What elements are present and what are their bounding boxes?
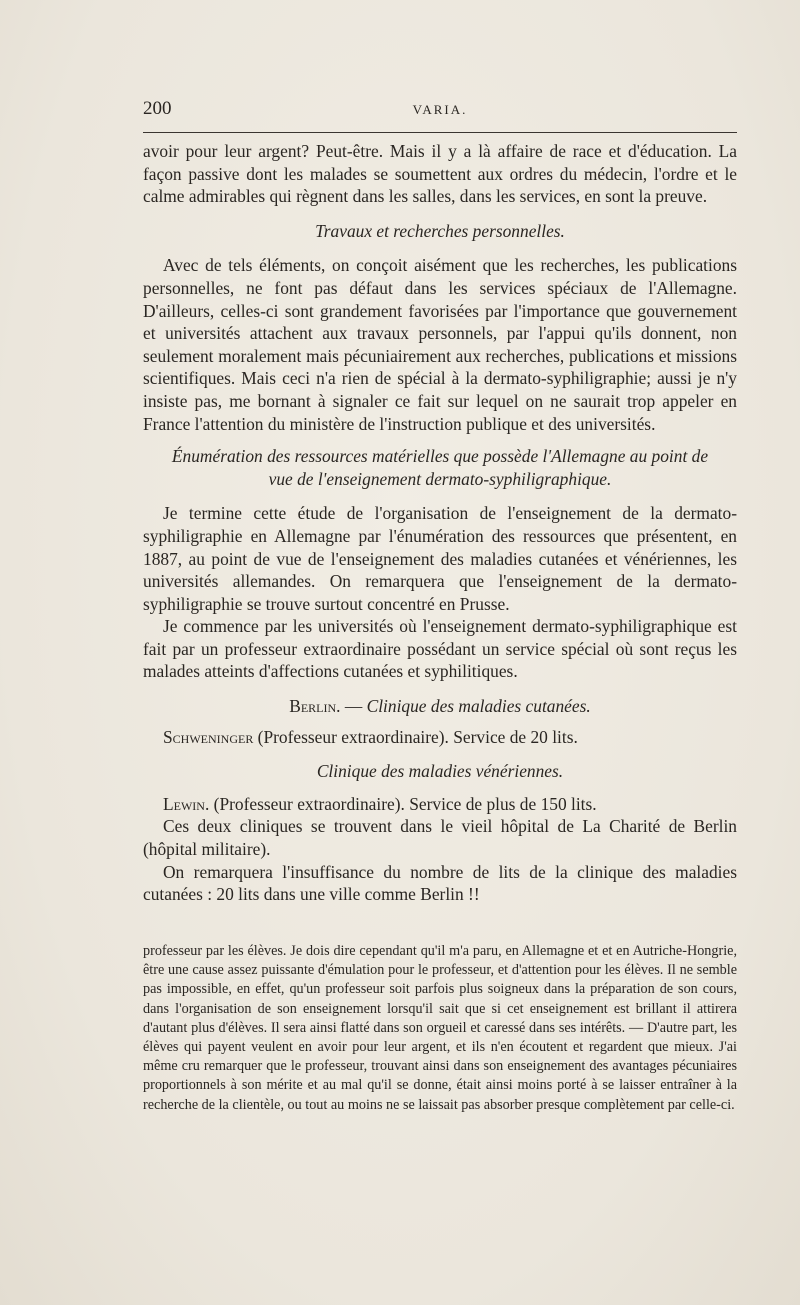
header-rule: [143, 132, 737, 133]
running-title: VARIA.: [412, 102, 468, 117]
section-heading-enumeration: [143, 445, 737, 490]
city-name: Berlin.: [289, 696, 341, 717]
page-header: [143, 98, 737, 124]
paragraph-cliniques: Ces deux cliniques se trouvent dans le vieil hôpital de La Charité de Berlin (hôpital militaire).: [143, 816, 737, 860]
professor-line-schweninger: [143, 726, 737, 749]
section-heading-line-1: Énumération des ressources matérielles que possède l'Allemagne au point de: [171, 446, 709, 467]
berlin-heading: [143, 695, 737, 718]
professor-name: Schweninger: [163, 726, 254, 747]
heading-dash: —: [340, 696, 367, 717]
clinic-cutanees: Clinique des maladies cutanées.: [366, 696, 591, 717]
professor-details: . (Professeur extraordinaire). Service de plus de 150 lits.: [204, 793, 597, 814]
professor-name: Lewin: [163, 793, 205, 814]
section-heading-line-2: vue de l'enseignement dermato-syphiligraphique.: [268, 468, 612, 489]
paragraph-insuffisance: On remarquera l'insuffisance du nombre de lits de la clinique des maladies cutanées : 20 lits dans une ville comme Berlin !!: [143, 861, 737, 905]
paragraph-travaux: Avec de tels éléments, on conçoit aisément que les recherches, les publications personnelles, ne font pas défaut dans les services spéciaux de l'Allemagne. D'ailleurs, celles-ci sont grandement favorisées par l'importance que gouvernement et universités attachent aux travaux personnels, par l'appui qu'ils donnent, non seulement moralement mais pécuniairement aux recherches, publications et missions scientifiques. Mais ceci n'a rien de spécial à la dermato-syphiligraphie; aussi je n'y insiste pas, me bornant à signaler ce fait sur lequel on ne saurait trop appeler en France l'attention du ministère de l'instruction publique et des universités.: [143, 255, 737, 434]
section-heading-travaux: Travaux et recherches personnelles.: [315, 220, 565, 241]
paragraph-enumeration-2: Je commence par les universités où l'enseignement dermato-syphiligraphique est fait par un professeur extraordinaire possédant un service spécial où sont reçus les malades atteints d'affections cutanées et syphilitiques.: [143, 616, 737, 682]
professor-line-lewin: [143, 793, 737, 816]
main-text: [143, 140, 737, 906]
paragraph-enumeration-1: Je termine cette étude de l'organisation de l'enseignement de la dermato-syphiligraphie en Allemagne par l'énumération des ressources que présentent, en 1887, au point de vue de l'enseignement des maladies cutanées et vénériennes, les universités allemandes. On remarquera que l'enseignement de la dermato-syphiligraphie se trouve surtout concentré en Prusse.: [143, 503, 737, 614]
clinic-venereal-heading: Clinique des maladies vénériennes.: [316, 761, 564, 782]
page-number: 200: [143, 98, 172, 119]
footnote-text: professeur par les élèves. Je dois dire cependant qu'il m'a paru, en Allemagne et et en Autriche-Hongrie, être une cause assez puissante d'émulation pour le professeur, et d'attention pour les élèves. Il ne semble pas impossible, en effet, qu'un professeur soit parfois plus soigneux dans la préparation de son cours, dans l'organisation de son enseignement lorsqu'il sait que si cet enseignement est brillant il attirera d'autant plus d'élèves. Il sera ainsi flatté dans son orgueil et caressé dans ses intérêts. — D'autre part, les élèves qui payent veulent en avoir pour leur argent, et ils n'en écoutent et regardent que mieux. J'ai même cru remarquer que le professeur, trouvant ainsi dans son enseignement des avantages pécuniaires proportionnels à son mérite et au mal qu'il se donne, était ainsi moins porté à se laisser entraîner à la recherche de la clientèle, ou tout au moins ne se laissait pas absorber presque complètement par celle-ci.: [143, 943, 737, 1113]
intro-paragraph: avoir pour leur argent? Peut-être. Mais il y a là affaire de race et d'éducation. La façon passive dont les malades se soumettent aux ordres du médecin, l'ordre et le calme admirables qui règnent dans les salles, dans les services, en sont la preuve.: [143, 141, 737, 207]
professor-details: (Professeur extraordinaire). Service de 20 lits.: [253, 726, 578, 747]
footnote: [143, 942, 737, 1115]
